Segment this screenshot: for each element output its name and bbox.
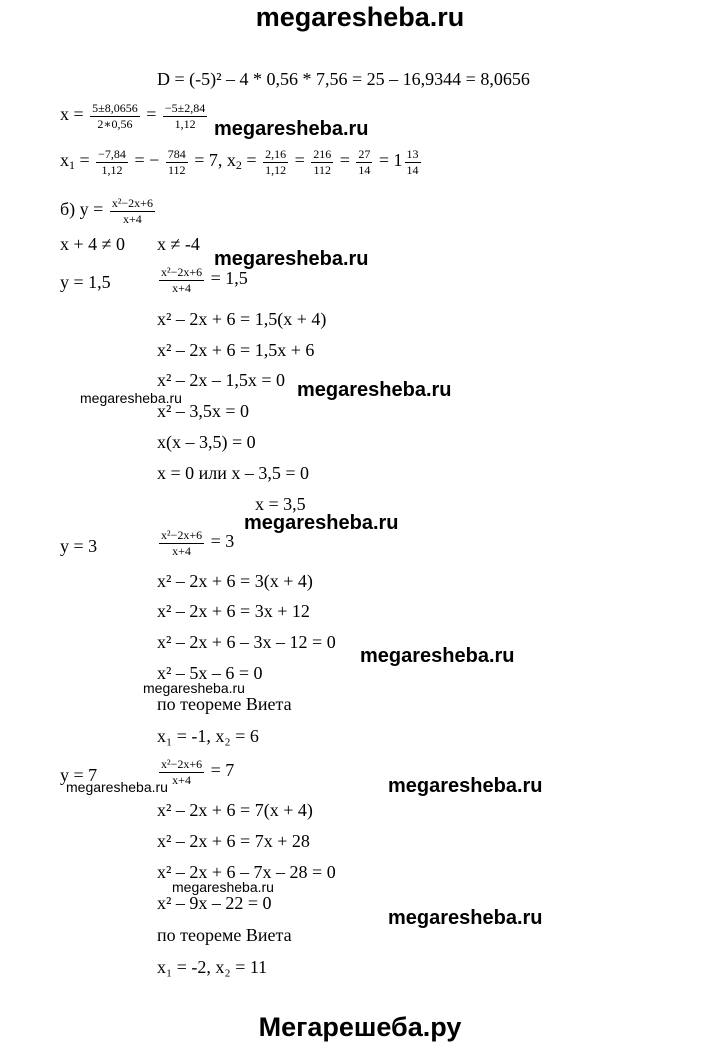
equals-minus: = − [134,150,160,171]
equation-rhs: = 1,5 [210,268,248,289]
fraction-numerator: 784 [167,147,186,161]
watermark: megaresheba.ru [66,779,168,795]
case-label: y = 1,5 [60,272,111,292]
fraction-numerator: 27 [358,147,371,161]
fraction-numerator: x²−2x+6 [161,265,203,279]
fraction-denominator: 14 [358,162,371,177]
step-line: x² – 2x + 6 = 3(x + 4) [157,571,313,591]
equals-sign: = [339,150,350,171]
site-header[interactable]: megaresheba.ru [255,2,465,32]
case-equation [157,758,234,786]
watermark: megaresheba.ru [244,512,399,534]
step-line: x(x – 3,5) = 0 [157,432,256,452]
fraction [159,529,204,557]
step-line: x² – 2x + 6 = 3x + 12 [157,601,310,621]
domain-left: x + 4 ≠ 0 [60,234,126,254]
watermark: megaresheba.ru [214,118,369,140]
mixed-fraction [405,148,421,176]
fraction-numerator: 13 [406,147,419,161]
equals-sign: = [241,150,257,171]
case-equation [157,529,234,557]
watermark: megaresheba.ru [172,879,274,895]
watermark: megaresheba.ru [388,907,543,929]
fraction-denominator: 1,12 [101,162,123,177]
step-line: x = 0 или x – 3,5 = 0 [157,463,310,483]
case-label: y = 7 [60,765,98,785]
step-line: x² – 2x + 6 = 7(x + 4) [157,800,313,820]
watermark: megaresheba.ru [360,645,515,667]
case-label: y = 3 [60,536,98,556]
subscript: 1 [69,158,75,173]
fraction [311,148,333,176]
step-line: x² – 5x – 6 = 0 [157,663,263,683]
equation-rhs: = 3 [210,531,235,552]
roots-formula-line [60,102,209,130]
fraction [159,266,204,294]
roots-values-line [60,148,423,176]
fraction [110,197,155,225]
fraction [166,148,188,176]
step-line: x² – 2x + 6 – 7x – 28 = 0 [157,862,336,882]
part-b-line [60,197,157,225]
watermark: megaresheba.ru [80,390,182,406]
step-line: по теореме Виета [157,925,292,945]
step-line: x² – 2x + 6 = 1,5(x + 4) [157,309,327,329]
part-b-label: б) y = [60,199,104,220]
fraction-denominator: x+4 [172,772,191,787]
fraction-numerator: x²−2x+6 [161,757,203,771]
step-line: x = 3,5 [255,494,306,514]
fraction-denominator: 14 [406,162,419,177]
fraction-denominator: 2∗0,56 [97,116,133,131]
fraction-denominator: x+4 [172,543,191,558]
watermark: megaresheba.ru [388,775,543,797]
step-line: x² – 3,5x = 0 [157,401,250,421]
x-label: x = [60,104,84,125]
fraction-numerator: 5±8,0656 [92,101,138,115]
equals-sign: = [75,150,90,171]
roots-line: x₁ = -2, x₂ = 11 [157,957,268,977]
step-line: x² – 2x + 6 – 3x – 12 = 0 [157,632,336,652]
fraction [356,148,372,176]
fraction-denominator: x+4 [172,280,191,295]
fraction-numerator: −5±2,84 [164,101,206,115]
fraction-numerator: 2,16 [265,147,287,161]
watermark: megaresheba.ru [297,379,452,401]
fraction-numerator: x²−2x+6 [111,196,153,210]
discriminant-line: D = (-5)² – 4 * 0,56 * 7,56 = 25 – 16,9344 = 8,0656 [157,69,530,89]
fraction-denominator: 112 [167,162,186,177]
step-line: x² – 2x – 1,5x = 0 [157,370,286,390]
x1-label: x [60,150,69,171]
step-line: x² – 9x – 22 = 0 [157,893,272,913]
fraction [90,102,140,130]
fraction-denominator: x+4 [122,211,142,226]
fraction-numerator: 216 [313,147,332,161]
watermark: megaresheba.ru [143,680,245,696]
fraction-numerator: −7,84 [98,147,126,161]
equals-sign: = [294,150,305,171]
equals-sign: = [146,104,157,125]
subscript: 2 [235,158,242,173]
step-line: x² – 2x + 6 = 1,5x + 6 [157,340,315,360]
mixed-integer: = 1 [378,150,403,171]
root1-value: = 7, x [194,150,236,171]
site-footer: Мегарешеба.ру [258,1012,462,1042]
fraction-denominator: 112 [313,162,331,177]
fraction-denominator: 1,12 [174,116,196,131]
step-line: x² – 2x + 6 = 7x + 28 [157,831,310,851]
domain-right: x ≠ -4 [157,234,200,254]
watermark: megaresheba.ru [214,248,369,270]
fraction [263,148,288,176]
fraction [96,148,128,176]
step-line: по теореме Виета [157,694,292,714]
equation-rhs: = 7 [210,760,235,781]
roots-line: x₁ = -1, x₂ = 6 [157,726,259,746]
fraction-numerator: x²−2x+6 [161,528,203,542]
fraction [163,102,207,130]
fraction-denominator: 1,12 [265,162,287,177]
